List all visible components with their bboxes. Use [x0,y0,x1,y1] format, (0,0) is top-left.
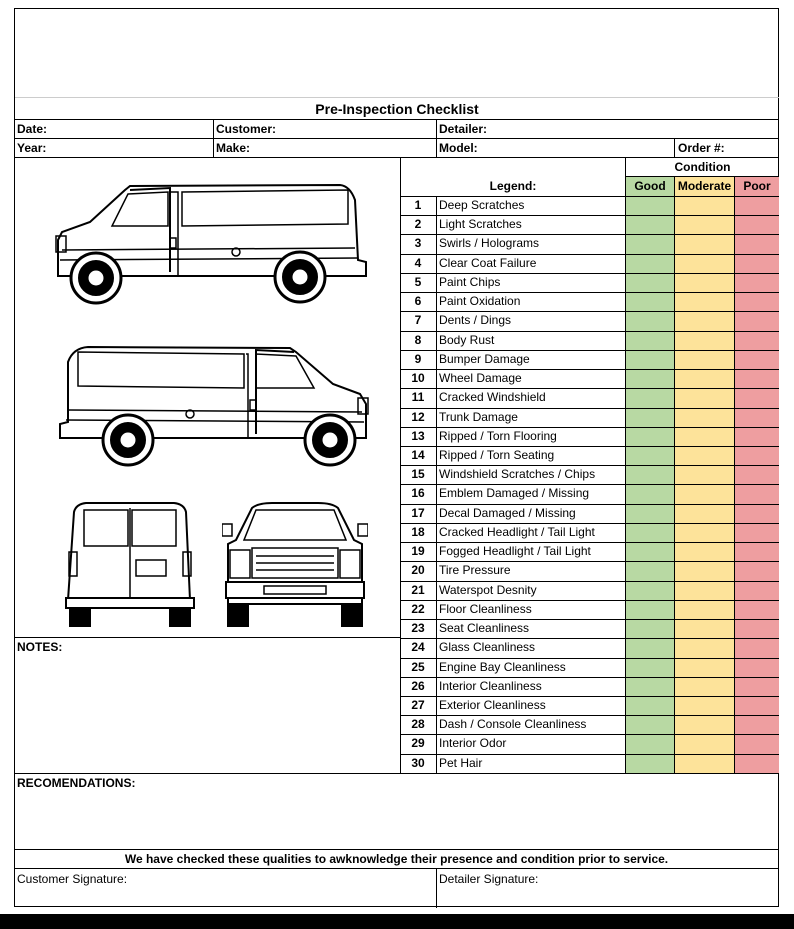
row-divider [436,696,437,715]
item-label: Swirls / Holograms [439,236,540,250]
acknowledgement-text: We have checked these qualities to awknowledge their presence and condition prior to service. [124,852,669,866]
good-checkbox[interactable] [626,293,675,312]
good-checkbox[interactable] [626,697,675,716]
moderate-header [675,177,735,196]
item-label: Wheel Damage [439,371,522,385]
date-label: Date: [17,122,48,136]
poor-checkbox[interactable] [735,524,779,543]
item-number: 14 [411,448,425,462]
item-number: 13 [411,429,425,443]
item-number: 1 [414,198,422,212]
customer-signature-label: Customer Signature: [17,872,128,886]
item-label: Fogged Headlight / Tail Light [439,544,591,558]
poor-checkbox[interactable] [735,312,779,332]
moderate-checkbox[interactable] [675,447,735,466]
row-divider [436,215,437,234]
van-rear-illustration [64,500,198,628]
recommendations-label: RECOMENDATIONS: [17,776,136,790]
item-number: 22 [411,602,425,616]
moderate-checkbox[interactable] [675,332,735,351]
moderate-checkbox[interactable] [675,524,735,543]
row-divider [436,388,437,408]
row-divider [436,196,437,215]
moderate-checkbox[interactable] [675,312,735,332]
ack-top-line [14,849,779,850]
item-number: 19 [411,544,425,558]
item-number: 21 [411,583,425,597]
row-divider [436,446,437,465]
item-number: 15 [411,467,425,481]
good-checkbox[interactable] [626,755,675,774]
poor-checkbox[interactable] [735,505,779,524]
poor-checkbox[interactable] [735,678,779,697]
moderate-checkbox[interactable] [675,755,735,774]
item-label: Interior Cleanliness [439,679,542,693]
moderate-header-label: Moderate [677,179,732,193]
moderate-checkbox[interactable] [675,370,735,389]
item-label: Floor Cleanliness [439,602,532,616]
item-label: Cracked Headlight / Tail Light [439,525,595,539]
logo-area-divider [15,97,779,98]
make-label: Make: [216,141,251,155]
row-divider [436,369,437,388]
row-divider [436,350,437,369]
row-divider [436,408,437,427]
model-label: Model: [439,141,478,155]
good-checkbox[interactable] [626,601,675,620]
row-divider [436,638,437,658]
row-divider [436,734,437,754]
moderate-checkbox[interactable] [675,639,735,659]
poor-checkbox[interactable] [735,428,779,447]
good-checkbox[interactable] [626,351,675,370]
row-divider [436,504,437,523]
poor-checkbox[interactable] [735,370,779,389]
poor-checkbox[interactable] [735,755,779,774]
row-divider [436,484,437,504]
row-divider [436,658,437,677]
item-number: 24 [411,640,425,654]
good-checkbox[interactable] [626,582,675,601]
item-number: 4 [414,256,422,270]
year-label: Year: [17,141,47,155]
item-label: Windshield Scratches / Chips [439,467,596,481]
good-checkbox[interactable] [626,274,675,293]
recommendations-top-line [14,773,779,774]
row-divider [436,561,437,581]
item-number: 30 [411,756,425,770]
row-divider [436,465,437,484]
poor-checkbox[interactable] [735,562,779,582]
poor-checkbox[interactable] [735,332,779,351]
row-divider [436,677,437,696]
moderate-checkbox[interactable] [675,678,735,697]
row-divider [436,619,437,638]
item-label: Pet Hair [439,756,483,770]
legend-label: Legend: [489,179,537,193]
poor-checkbox[interactable] [735,409,779,428]
signature-top-line [14,868,779,869]
item-number: 27 [411,698,425,712]
moderate-checkbox[interactable] [675,389,735,409]
detailer-label: Detailer: [439,122,488,136]
customer-label: Customer: [216,122,277,136]
item-label: Waterspot Desnity [439,583,537,597]
good-checkbox[interactable] [626,389,675,409]
item-number: 11 [411,390,425,404]
good-checkbox[interactable] [626,428,675,447]
notes-label: NOTES: [17,640,63,654]
good-header-label: Good [634,179,666,193]
item-label: Ripped / Torn Seating [439,448,555,462]
moderate-checkbox[interactable] [675,235,735,255]
item-label: Exterior Cleanliness [439,698,546,712]
good-checkbox[interactable] [626,370,675,389]
header-divider [674,138,675,157]
item-label: Engine Bay Cleanliness [439,660,566,674]
good-checkbox[interactable] [626,620,675,639]
moderate-checkbox[interactable] [675,255,735,274]
moderate-checkbox[interactable] [675,428,735,447]
item-number: 23 [411,621,425,635]
moderate-checkbox[interactable] [675,562,735,582]
header-divider [436,119,437,157]
good-checkbox[interactable] [626,735,675,755]
item-number: 2 [414,217,422,231]
item-label: Deep Scratches [439,198,525,212]
moderate-checkbox[interactable] [675,351,735,370]
item-number: 3 [414,236,422,250]
good-checkbox[interactable] [626,562,675,582]
bottom-bar [0,914,794,929]
header-mid-line [14,138,779,139]
good-checkbox[interactable] [626,312,675,332]
moderate-checkbox[interactable] [675,697,735,716]
item-number: 8 [414,333,422,347]
notes-top-line [14,637,401,638]
item-number: 25 [411,660,425,674]
header-divider [213,119,214,157]
order-number-label: Order #: [678,141,725,155]
item-number: 7 [414,313,422,327]
good-checkbox[interactable] [626,524,675,543]
row-divider [436,754,437,773]
poor-checkbox[interactable] [735,274,779,293]
moderate-checkbox[interactable] [675,485,735,505]
moderate-checkbox[interactable] [675,716,735,735]
poor-checkbox[interactable] [735,235,779,255]
poor-checkbox[interactable] [735,697,779,716]
moderate-checkbox[interactable] [675,216,735,235]
good-header [626,177,675,196]
poor-checkbox[interactable] [735,216,779,235]
row-divider [436,234,437,254]
item-number: 9 [414,352,422,366]
item-number: 26 [411,679,425,693]
row-divider [436,523,437,542]
good-checkbox[interactable] [626,235,675,255]
item-number: 20 [411,563,425,577]
poor-checkbox[interactable] [735,197,779,216]
poor-checkbox[interactable] [735,601,779,620]
item-label: Dash / Console Cleanliness [439,717,587,731]
moderate-checkbox[interactable] [675,582,735,601]
moderate-checkbox[interactable] [675,466,735,485]
good-checkbox[interactable] [626,466,675,485]
item-number: 17 [411,506,425,520]
good-checkbox[interactable] [626,409,675,428]
van-left-side-illustration [50,180,370,305]
moderate-checkbox[interactable] [675,735,735,755]
good-checkbox[interactable] [626,678,675,697]
condition-heading: Condition [674,160,731,174]
moderate-checkbox[interactable] [675,543,735,562]
header-bottom-line [14,157,779,158]
item-label: Tire Pressure [439,563,511,577]
row-divider [436,542,437,561]
row-divider [436,715,437,734]
good-checkbox[interactable] [626,543,675,562]
item-number: 6 [414,294,422,308]
row-divider [436,254,437,273]
item-number: 16 [411,486,425,500]
moderate-checkbox[interactable] [675,601,735,620]
row-divider [436,427,437,446]
poor-checkbox[interactable] [735,466,779,485]
good-checkbox[interactable] [626,447,675,466]
poor-checkbox[interactable] [735,639,779,659]
signature-divider [436,868,437,908]
poor-checkbox[interactable] [735,389,779,409]
poor-checkbox[interactable] [735,735,779,755]
item-label: Bumper Damage [439,352,530,366]
poor-header [735,177,779,196]
row-divider [436,292,437,311]
poor-checkbox[interactable] [735,485,779,505]
moderate-checkbox[interactable] [675,409,735,428]
item-label: Trunk Damage [439,410,518,424]
item-label: Body Rust [439,333,495,347]
row-divider [436,600,437,619]
detailer-signature-label: Detailer Signature: [439,872,539,886]
item-label: Paint Oxidation [439,294,521,308]
poor-checkbox[interactable] [735,543,779,562]
moderate-checkbox[interactable] [675,505,735,524]
moderate-checkbox[interactable] [675,197,735,216]
moderate-checkbox[interactable] [675,274,735,293]
row-divider [436,311,437,331]
poor-checkbox[interactable] [735,447,779,466]
good-checkbox[interactable] [626,505,675,524]
good-checkbox[interactable] [626,485,675,505]
header-top-line [14,119,779,120]
item-number: 28 [411,717,425,731]
row-divider [436,273,437,292]
good-checkbox[interactable] [626,659,675,678]
good-checkbox[interactable] [626,332,675,351]
poor-checkbox[interactable] [735,620,779,639]
item-label: Light Scratches [439,217,522,231]
item-label: Cracked Windshield [439,390,546,404]
item-number: 5 [414,275,422,289]
item-label: Dents / Dings [439,313,512,327]
poor-header-label: Poor [743,179,771,193]
poor-checkbox[interactable] [735,351,779,370]
moderate-checkbox[interactable] [675,293,735,312]
poor-checkbox[interactable] [735,255,779,274]
poor-checkbox[interactable] [735,293,779,312]
item-label: Paint Chips [439,275,501,289]
item-number: 10 [411,371,425,385]
good-checkbox[interactable] [626,639,675,659]
item-label: Clear Coat Failure [439,256,537,270]
good-checkbox[interactable] [626,716,675,735]
item-label: Ripped / Torn Flooring [439,429,557,443]
item-label: Interior Odor [439,736,507,750]
item-number: 29 [411,736,425,750]
poor-checkbox[interactable] [735,659,779,678]
poor-checkbox[interactable] [735,716,779,735]
van-right-side-illustration [58,342,376,470]
item-label: Emblem Damaged / Missing [439,486,590,500]
row-divider [436,331,437,350]
item-number: 12 [411,410,425,424]
good-checkbox[interactable] [626,255,675,274]
item-number: 18 [411,525,425,539]
row-divider [436,581,437,600]
moderate-checkbox[interactable] [675,659,735,678]
good-checkbox[interactable] [626,197,675,216]
good-checkbox[interactable] [626,216,675,235]
van-front-illustration [222,500,368,628]
item-label: Decal Damaged / Missing [439,506,576,520]
page-title: Pre-Inspection Checklist [315,101,479,117]
moderate-checkbox[interactable] [675,620,735,639]
poor-checkbox[interactable] [735,582,779,601]
item-label: Seat Cleanliness [439,621,530,635]
item-label: Glass Cleanliness [439,640,536,654]
